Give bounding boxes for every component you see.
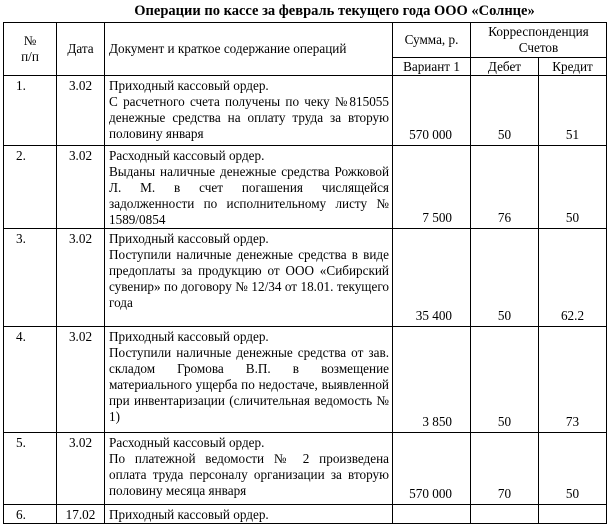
operation-description: Поступили наличные денежные средства в виде предоплаты за продукцию от ООО «Сибирский сувенир» по договору № 12/34 от 18.01. текущего года [109, 247, 389, 310]
header-number: № п/п [4, 23, 57, 76]
header-credit: Кредит [539, 58, 607, 76]
row-date: 3.02 [57, 433, 105, 505]
table-row [4, 146, 607, 229]
row-debit: 50 [471, 229, 539, 327]
operation-description: По платежной ведомости № 2 произведена оплата труда персоналу организации за вторую половину месяца января [109, 451, 389, 498]
row-number: 5. [4, 433, 57, 505]
row-date: 3.02 [57, 146, 105, 229]
header-sum: Сумма, р. [393, 23, 471, 58]
row-number: 2. [4, 146, 57, 229]
row-document [105, 76, 393, 146]
row-credit [539, 505, 607, 524]
operation-description: Выданы наличные денежные средства Рожковой Л. М. в счет погашения числящейся задолженности по исполнительному листу № 1589/0854 [109, 164, 389, 227]
row-number: 3. [4, 229, 57, 327]
row-debit: 50 [471, 76, 539, 146]
header-correspondence: Корреспонденция Счетов [471, 23, 607, 58]
document-type: Расходный кассовый ордер. [109, 435, 265, 450]
row-sum: 3 850 [393, 327, 471, 433]
table-row [4, 229, 607, 327]
row-sum: 570 000 [393, 433, 471, 505]
cash-operations-table [3, 22, 607, 524]
row-sum: 570 000 [393, 76, 471, 146]
row-debit: 50 [471, 327, 539, 433]
row-sum [393, 505, 471, 524]
document-type: Приходный кассовый ордер. [109, 78, 269, 93]
row-document [105, 327, 393, 433]
row-date: 3.02 [57, 327, 105, 433]
row-credit: 50 [539, 146, 607, 229]
row-debit [471, 505, 539, 524]
row-credit: 51 [539, 76, 607, 146]
row-number: 6. [4, 505, 57, 524]
document-type: Приходный кассовый ордер. [109, 507, 269, 522]
header-document: Документ и краткое содержание операций [105, 23, 393, 76]
document-type: Расходный кассовый ордер. [109, 148, 265, 163]
table-row [4, 433, 607, 505]
row-debit: 76 [471, 146, 539, 229]
row-sum: 7 500 [393, 146, 471, 229]
table-row [4, 76, 607, 146]
document-title: Операции по кассе за февраль текущего года ООО «Солнце» [134, 3, 535, 19]
header-date: Дата [57, 23, 105, 76]
document-type: Приходный кассовый ордер. [109, 329, 269, 344]
operation-description: Поступили наличные денежные средства от зав. складом Громова В.П. в возмещение материального ущерба по недостаче, выявленной при инвентаризации (сличительная ведомость № 1) [109, 345, 389, 424]
row-sum: 35 400 [393, 229, 471, 327]
row-credit: 73 [539, 327, 607, 433]
row-number: 1. [4, 76, 57, 146]
row-document [105, 505, 393, 524]
row-document [105, 433, 393, 505]
row-date: 3.02 [57, 76, 105, 146]
header-variant: Вариант 1 [393, 58, 471, 76]
document-type: Приходный кассовый ордер. [109, 231, 269, 246]
row-credit: 50 [539, 433, 607, 505]
row-date: 3.02 [57, 229, 105, 327]
header-debit: Дебет [471, 58, 539, 76]
row-document [105, 146, 393, 229]
row-document [105, 229, 393, 327]
table-row [4, 505, 607, 524]
operation-description: С расчетного счета получены по чеку №815055 денежные средства на оплату труда за вторую половину января [109, 94, 389, 141]
row-credit: 62.2 [539, 229, 607, 327]
row-date: 17.02 [57, 505, 105, 524]
row-number: 4. [4, 327, 57, 433]
row-debit: 70 [471, 433, 539, 505]
table-row [4, 327, 607, 433]
